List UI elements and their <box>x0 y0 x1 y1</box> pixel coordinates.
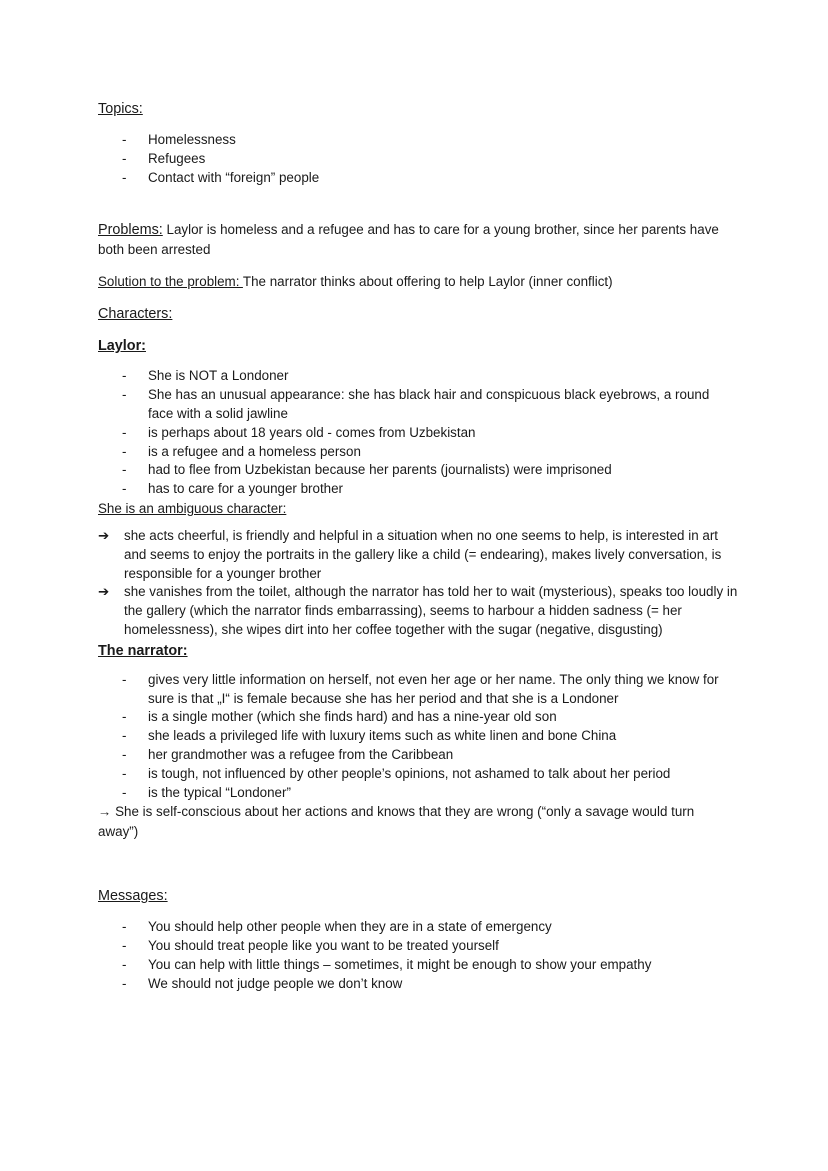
list-item: - gives very little information on herself, not even her age or her name. The only thing we know for sure is that „I“ is female because she has her period and that she is a Londoner <box>122 671 719 706</box>
arrow-bullet-icon: ➔ <box>98 584 110 600</box>
problems-text: Laylor is homeless and a refugee and has to care for a young brother, since her parents have both been arrested <box>98 222 719 258</box>
list-item: - has to care for a younger brother <box>98 480 738 499</box>
list-item: - is the typical “Londoner” <box>98 784 738 803</box>
laylor-heading: Laylor: <box>98 338 146 355</box>
ambiguous-heading: She is an ambiguous character: <box>98 500 287 516</box>
ambiguous-list <box>98 527 738 640</box>
dash-bullet: - <box>122 975 127 991</box>
dash-bullet: - <box>122 671 127 687</box>
dash-bullet: - <box>122 481 127 497</box>
topics-heading: Topics: <box>98 101 143 117</box>
narrator-conclusion: → She is self-conscious about her actions and knows that they are wrong (“only a savage would turn away”) <box>98 804 695 840</box>
dash-bullet: - <box>122 387 127 403</box>
list-item: - Refugees <box>98 150 738 169</box>
list-item: - she leads a privileged life with luxury items such as white linen and bone China <box>98 727 738 746</box>
dash-bullet: - <box>122 169 127 185</box>
solution-paragraph <box>98 272 738 292</box>
list-item: - She has an unusual appearance: she has black hair and conspicuous black eyebrows, a round face with a solid jawline <box>122 387 710 421</box>
dash-bullet: - <box>122 765 127 781</box>
characters-heading: Characters: <box>98 306 173 323</box>
list-item: - Contact with “foreign” people <box>98 169 738 188</box>
dash-bullet: - <box>122 462 127 478</box>
dash-bullet: - <box>122 956 127 972</box>
list-item: - We should not judge people we don’t know <box>98 975 738 994</box>
list-item: - is a refugee and a homeless person <box>98 443 738 462</box>
dash-bullet: - <box>122 424 127 440</box>
list-item: - Homelessness <box>98 131 738 150</box>
laylor-list <box>98 367 738 499</box>
list-item: - is a single mother (which she finds hard) and has a nine-year old son <box>98 708 738 727</box>
dash-bullet: - <box>122 443 127 459</box>
arrow-bullet-icon: ➔ <box>98 527 110 543</box>
dash-bullet: - <box>122 746 127 762</box>
narrator-heading: The narrator: <box>98 642 188 659</box>
problems-paragraph <box>98 220 738 260</box>
dash-bullet: - <box>122 919 127 935</box>
solution-text: The narrator thinks about offering to help Laylor (inner conflict) <box>242 274 613 290</box>
messages-list <box>98 918 738 993</box>
narrator-list <box>98 671 738 803</box>
topics-list <box>98 131 738 187</box>
dash-bullet: - <box>122 150 127 166</box>
solution-label: Solution to the problem: <box>98 274 243 290</box>
dash-bullet: - <box>122 938 127 954</box>
dash-bullet: - <box>122 709 127 725</box>
list-item: - is tough, not influenced by other people’s opinions, not ashamed to talk about her period <box>98 765 738 784</box>
document-page <box>98 100 738 994</box>
list-item: ➔ she acts cheerful, is friendly and helpful in a situation when no one seems to help, is interested in art and seems to enjoy the portraits in the gallery like a child (= endearing), makes lively conversation, is responsible for a younger brother <box>98 527 722 581</box>
list-item: - She is NOT a Londoner <box>98 367 738 386</box>
dash-bullet: - <box>122 784 127 800</box>
list-item: - You should help other people when they are in a state of emergency <box>98 918 738 937</box>
list-item: - is perhaps about 18 years old - comes from Uzbekistan <box>98 424 738 443</box>
dash-bullet: - <box>122 132 127 147</box>
problems-label: Problems: <box>98 222 163 239</box>
messages-heading: Messages: <box>98 888 168 905</box>
list-item: - You should treat people like you want to be treated yourself <box>98 937 738 956</box>
list-item: - had to flee from Uzbekistan because her parents (journalists) were imprisoned <box>98 461 738 480</box>
list-item: - You can help with little things – sometimes, it might be enough to show your empathy <box>98 956 738 975</box>
dash-bullet: - <box>122 368 127 384</box>
list-item: ➔ she vanishes from the toilet, although the narrator has told her to wait (mysterious), speaks too loudly in the gallery (which the narrator finds embarrassing), seems to harbour a hidden sadness (= her homelessness), she wipes dirt into her coffee together with the sugar (negative, disgusting) <box>98 584 738 637</box>
dash-bullet: - <box>122 728 127 744</box>
list-item: - her grandmother was a refugee from the Caribbean <box>98 746 738 765</box>
